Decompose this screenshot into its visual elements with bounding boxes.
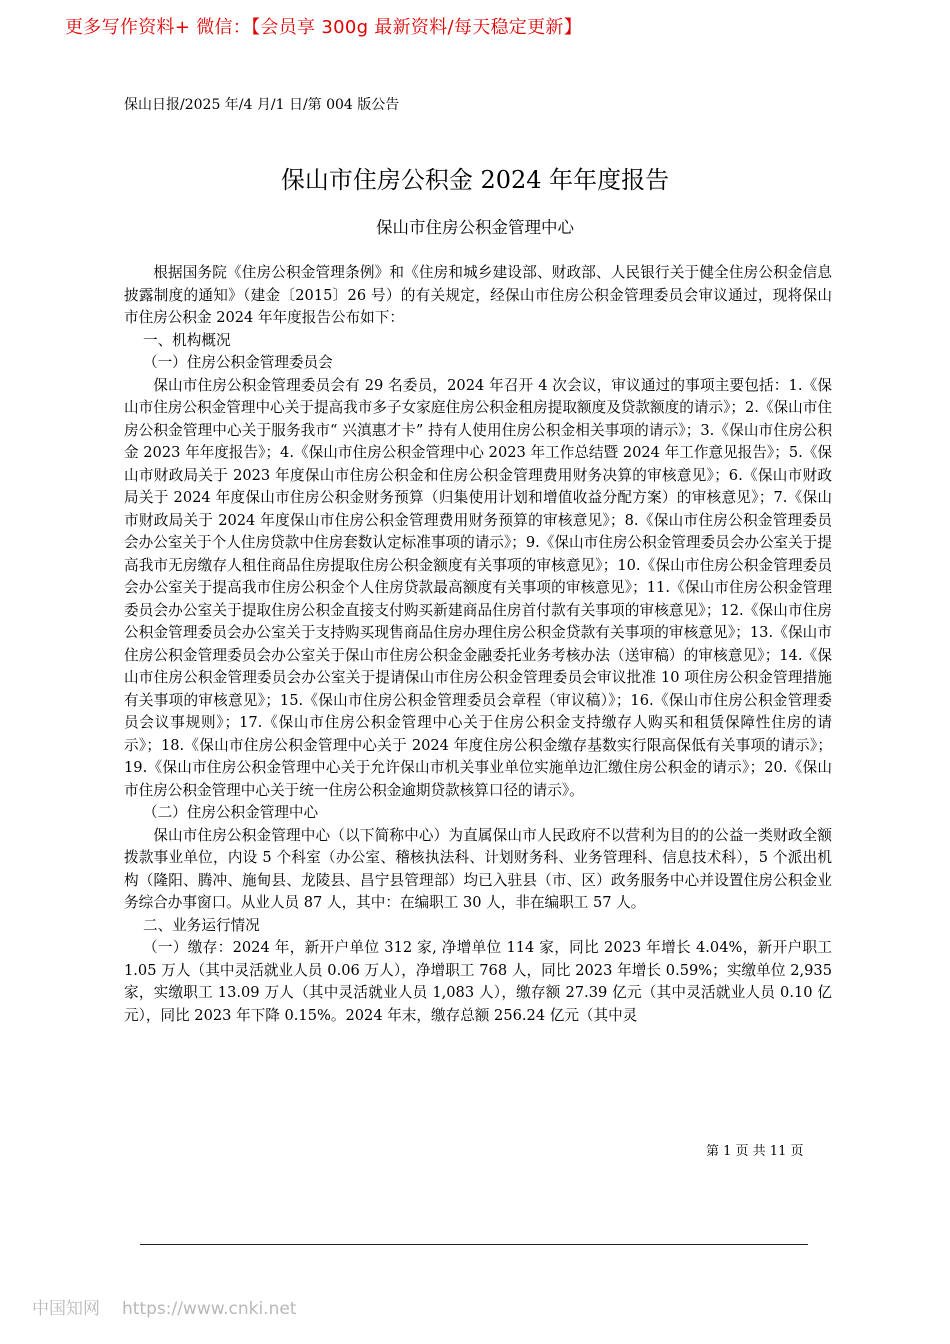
- footer-divider: [140, 1244, 808, 1245]
- center-paragraph: 保山市住房公积金管理中心（以下简称中心）为直属保山市人民政府不以营利为目的的公益一类财政全额拨款事业单位，内设 5 个科室（办公室、稽核执法科、计划财务科、业务管理科、信息技术科），5 个派出机构（隆阳、腾冲、施甸县、龙陵县、昌宁县管理部）均已入驻县（市、区）政务服务中心并设置住房公积金业务综合办事窗口。从业人员 87 人，其中：在编职工 30 人，非在编职工 57 人。: [124, 826, 832, 911]
- page-number: 第 1 页 共 11 页: [706, 1144, 804, 1159]
- report-body: [124, 262, 832, 1027]
- section-heading-operations: 二、业务运行情况: [142, 916, 260, 934]
- page-title: 保山市住房公积金 2024 年年度报告: [280, 166, 670, 194]
- committee-paragraph: 保山市住房公积金管理委员会有 29 名委员，2024 年召开 4 次会议，审议通过的事项主要包括：1.《保山市住房公积金管理中心关于提高我市多子女家庭住房公积金租房提取额度及贷款额度的请示》；2.《保山市住房公积金管理中心关于服务我市“ 兴滇惠才卡” 持有人使用住房公积金相关事项的请示》；3.《保山市住房公积金 2023 年年度报告》；4.《保山市住房公积金管理中心 2023 年工作总结暨 2024 年工作意见报告》；5.《保山市财政局关于 2023 年度保山市住房公积金和住房公积金管理费用财务决算的审核意见》；6.《保山市财政局关于 2024 年度保山市住房公积金财务预算（归集使用计划和增值收益分配方案）的审核意见》；7.《保山市财政局关于 2024 年度保山市住房公积金管理费用财务预算的审核意见》；8.《保山市住房公积金管理委员会办公室关于个人住房贷款中住房套数认定标准事项的请示》；9.《保山市住房公积金管理委员会办公室关于提高我市无房缴存人租住商品住房提取住房公积金额度有关事项的审核意见》；10.《保山市住房公积金管理委员会办公室关于提高我市住房公积金个人住房贷款最高额度有关事项的审核意见》；11.《保山市住房公积金管理委员会办公室关于提取住房公积金直接支付购买新建商品住房首付款有关事项的审核意见》；12.《保山市住房公积金管理委员会办公室关于支持购买现售商品住房办理住房公积金贷款有关事项的审核意见》；13.《保山市住房公积金管理委员会办公室关于保山市住房公积金金融委托业务考核办法（送审稿）的审核意见》；14.《保山市住房公积金管理委员会办公室关于提请保山市住房公积金管理委员会审议批准 10 项住房公积金管理措施有关事项的审核意见》；15.《保山市住房公积金管理委员会章程（审议稿）》；16.《保山市住房公积金管理委员会议事规则》；17.《保山市住房公积金管理中心关于住房公积金支持缴存人购买和租赁保障性住房的请示》；18.《保山市住房公积金管理中心关于 2024 年度住房公积金缴存基数实行限高保低有关事项的请示》；19.《保山市住房公积金管理中心关于允许保山市机关事业单位实施单边汇缴住房公积金的请示》；20.《保山市住房公积金管理中心关于统一住房公积金逾期贷款核算口径的请示》。: [124, 376, 832, 799]
- cnki-watermark: [32, 1294, 318, 1319]
- section-heading-institution: 一、机构概况: [142, 331, 231, 349]
- promo-banner: 更多写作资料+ 微信：【会员享 300g 最新资料/每天稳定更新】: [65, 17, 582, 38]
- organization-name: 保山市住房公积金管理中心: [376, 218, 574, 237]
- watermark-url: https://www.cnki.net: [122, 1299, 297, 1319]
- intro-paragraph: 根据国务院《住房公积金管理条例》和《住房和城乡建设部、财政部、人民银行关于健全住房公积金信息披露制度的通知》（建金〔2015〕26 号）的有关规定，经保山市住房公积金管理委员会审议通过，现将保山市住房公积金 2024 年年度报告公布如下：: [124, 264, 832, 326]
- watermark-brand: 中国知网: [32, 1299, 100, 1319]
- subsection-heading-committee: （一）住房公积金管理委员会: [142, 354, 333, 371]
- source-line: 保山日报/2025 年/4 月/1 日/第 004 版公告: [124, 97, 400, 113]
- subsection-heading-center: （二）住房公积金管理中心: [142, 804, 319, 821]
- deposit-paragraph: （一）缴存：2024 年，新开户单位 312 家, 净增单位 114 家，同比 2023 年增长 4.04%，新开户职工 1.05 万人（其中灵活就业人员 0.06 万人），净增职工 768 人，同比 2023 年增长 0.59%；实缴单位 2,935 家，实缴职工 13.09 万人（其中灵活就业人员 1,083 人），缴存额 27.39 亿元（其中灵活就业人员 0.10 亿元），同比 2023 年下降 0.15%。2024 年末，缴存总额 256.24 亿元（其中灵: [124, 939, 832, 1024]
